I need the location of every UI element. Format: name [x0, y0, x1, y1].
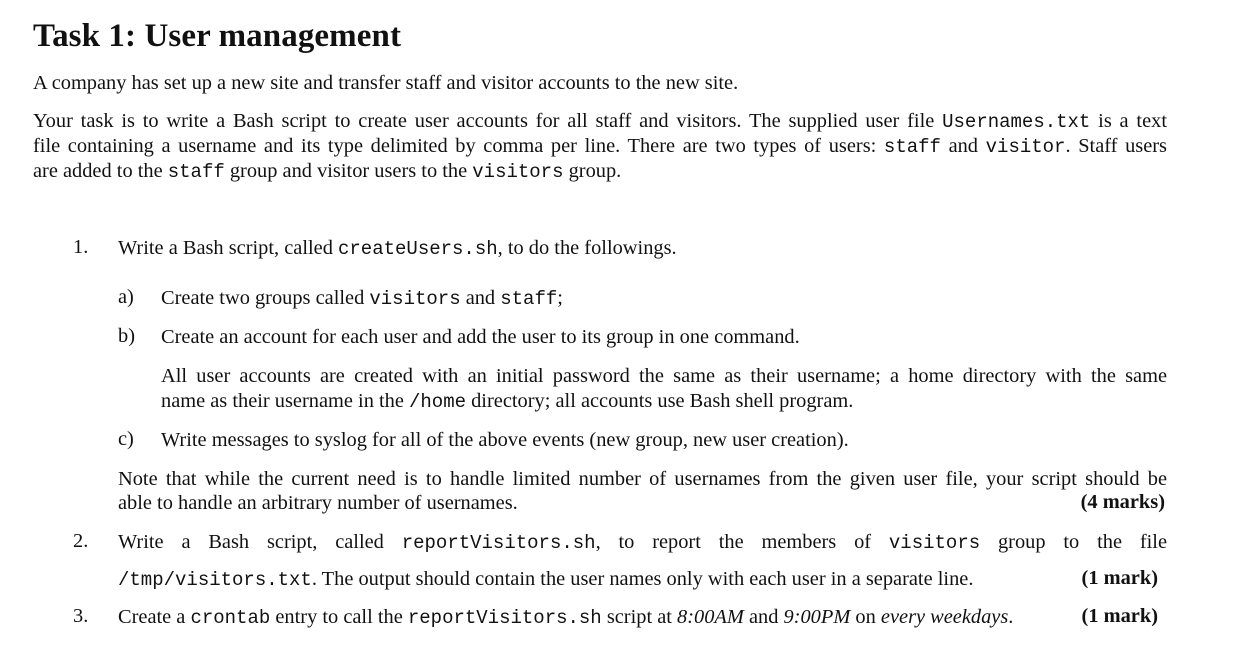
code-staff: staff	[883, 136, 941, 158]
q1a-label: a)	[118, 286, 134, 308]
code-createusers: createUsers.sh	[338, 238, 498, 260]
code-visitor: visitor	[985, 136, 1066, 158]
q1c-label: c)	[118, 428, 134, 450]
q1a-text: Create two groups called visitors and staff;	[161, 287, 563, 310]
intro-paragraph: A company has set up a new site and transfer staff and visitor accounts to the new site.	[33, 72, 739, 94]
code-visitors-q2: visitors	[888, 532, 981, 554]
every-weekdays: every weekdays	[880, 606, 1009, 628]
q2-line-2: /tmp/visitors.txt. The output should contain the user names only with each user in a separate line.	[118, 568, 974, 591]
q1-note-line-1: Note that while the current need is to handle limited number of usernames from the given user file, your script should be	[118, 468, 1167, 490]
q3-text: Create a crontab entry to call the reportVisitors.sh script at 8:00AM and 9:00PM on every weekdays.	[118, 606, 1014, 629]
q1-number: 1.	[73, 236, 89, 258]
q1-note-line-2: able to handle an arbitrary number of usernames.	[118, 492, 518, 514]
task-desc-line-1: Your task is to write a Bash script to create user accounts for all staff and visitors. The supplied user file Usernames.txt is a text	[33, 110, 1167, 133]
page-title: Task 1: User management	[33, 18, 402, 54]
code-staff-q1a: staff	[500, 288, 558, 310]
code-usernames-file: Usernames.txt	[942, 111, 1091, 133]
code-tmp-visitors: /tmp/visitors.txt	[118, 569, 312, 591]
q2-marks: (1 mark)	[1081, 567, 1158, 589]
task-desc-line-2: file containing a username and its type delimited by comma per line. There are two types of users: staff and visitor. Staff users	[33, 135, 1167, 158]
code-crontab: crontab	[190, 607, 271, 629]
q1b-text: Create an account for each user and add the user to its group in one command.	[161, 326, 800, 348]
q1-text: Write a Bash script, called createUsers.sh, to do the followings.	[118, 237, 677, 260]
q1-marks: (4 marks)	[1080, 491, 1165, 513]
code-reportvisitors-q3: reportVisitors.sh	[407, 607, 602, 629]
q2-line-1: Write a Bash script, called reportVisitors.sh, to report the members of visitors group to the file	[118, 531, 1168, 554]
code-visitors: visitors	[369, 288, 461, 310]
time-9pm: 9:00PM	[783, 606, 851, 628]
time-8am: 8:00AM	[677, 606, 744, 628]
code-staff-group: staff	[167, 161, 225, 183]
code-home: /home	[409, 391, 467, 413]
q3-number: 3.	[73, 605, 89, 627]
q1b-note-line-1: All user accounts are created with an initial password the same as their username; a home directory with the same	[161, 365, 1167, 387]
q1b-note-line-2: name as their username in the /home directory; all accounts use Bash shell program.	[161, 390, 854, 413]
q1c-text: Write messages to syslog for all of the above events (new group, new user creation).	[161, 429, 849, 451]
q2-number: 2.	[73, 530, 89, 552]
code-reportvisitors: reportVisitors.sh	[401, 532, 596, 554]
q3-marks: (1 mark)	[1081, 605, 1158, 627]
code-visitors-group: visitors	[472, 161, 564, 183]
q1b-label: b)	[118, 325, 135, 347]
task-desc-line-3: are added to the staff group and visitor users to the visitors group.	[33, 160, 622, 183]
